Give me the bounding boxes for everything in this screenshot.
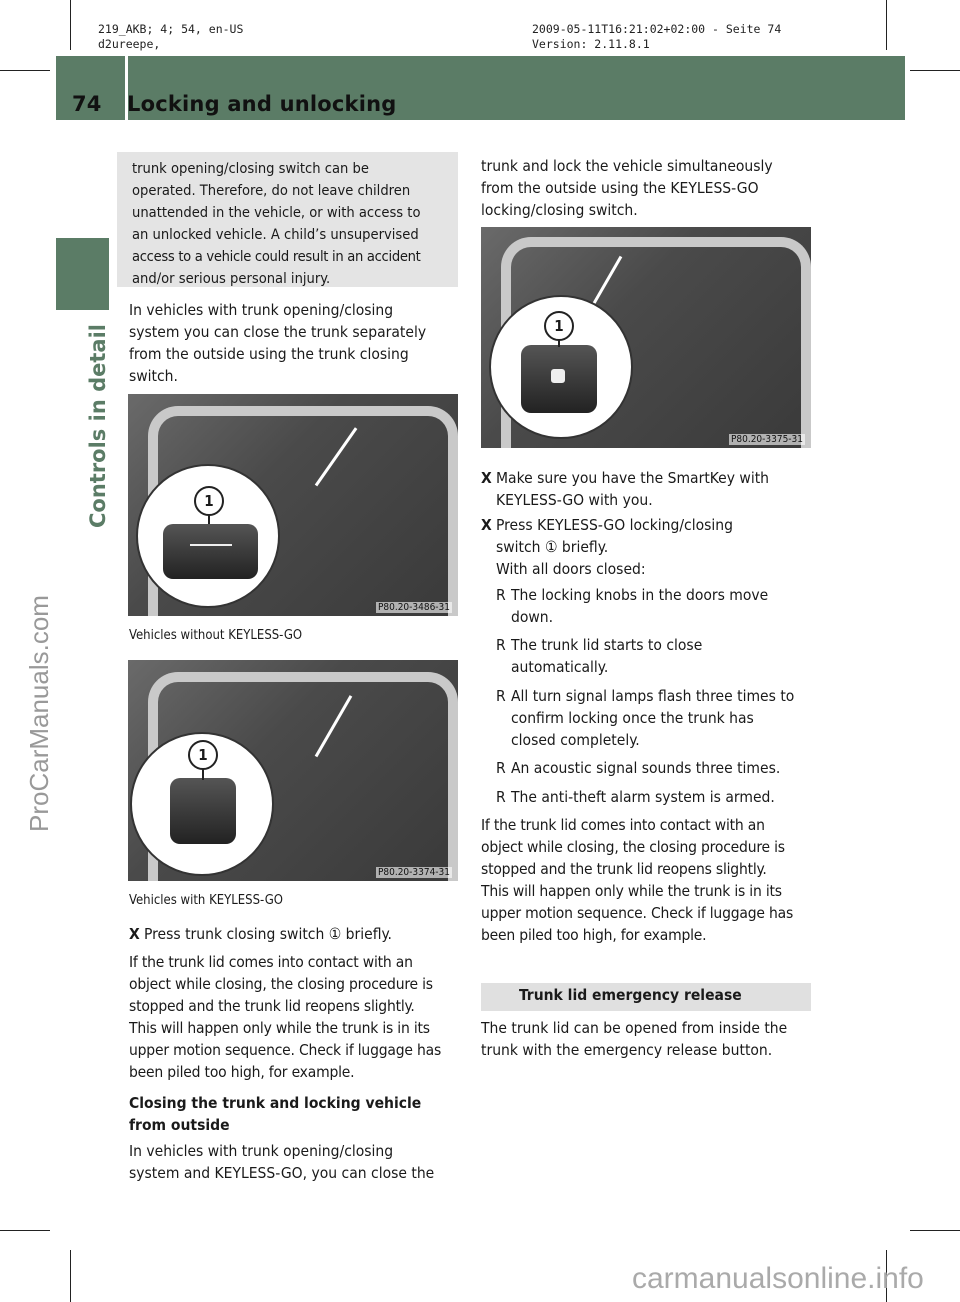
crop-mark [70, 0, 71, 50]
sidebar-section-label: Controls in detail [86, 324, 110, 528]
trunk-switch-photo [128, 394, 458, 616]
image-code: P80.20-3375-31 [730, 434, 803, 445]
page-number: 74 [72, 92, 102, 116]
step-arrow-icon: X [129, 925, 140, 943]
trunk-icon [190, 544, 232, 546]
warning-line: trunk opening/closing switch can be [132, 160, 369, 177]
image-code: P80.20-3486-31 [377, 602, 450, 613]
section-title: Trunk lid emergency release [519, 986, 742, 1004]
bullet-icon: R [496, 788, 506, 806]
watermark-vertical: ProCarManuals.com [24, 595, 54, 832]
paragraph: If the trunk lid comes into contact with an object while closing, the closing procedure is stopped and the trunk lid reopens slightly. This will happen only while the trunk is in its upper motion sequence. Check if luggage has been piled too high, for example. [481, 816, 794, 944]
bullet-icon: R [496, 759, 506, 777]
crop-mark [886, 0, 887, 50]
trunk-closing-switch [163, 524, 258, 579]
image-caption: Vehicles without KEYLESS-GO [129, 628, 303, 643]
paragraph: If the trunk lid comes into contact with an object while closing, the closing procedure is stopped and the trunk lid reopens slightly. This will happen only while the trunk is in its upper motion sequence. Check if luggage has been piled too high, for example. [129, 953, 442, 1081]
callout-number: 1 [194, 486, 224, 516]
instruction-step: X Press trunk closing switch ① briefly. [129, 925, 392, 943]
crop-mark [910, 70, 960, 71]
bullet-item: R An acoustic signal sounds three times. [496, 759, 781, 777]
bullet-icon: R [496, 687, 506, 705]
step-arrow-icon: X [481, 516, 492, 534]
paragraph: In vehicles with trunk opening/closing system you can close the trunk separately from the outside using the trunk closing switch. [129, 301, 427, 385]
keyless-go-lock-switch-photo [481, 227, 811, 448]
image-caption: Vehicles with KEYLESS-GO [129, 893, 283, 908]
subheading: Closing the trunk and locking vehicle from outside [129, 1094, 422, 1134]
warning-line: operated. Therefore, do not leave children [132, 182, 411, 199]
print-meta-line: 2009-05-11T16:21:02+02:00 - Seite 74 [532, 22, 782, 36]
bullet-icon: R [496, 586, 506, 604]
bullet-item: R The locking knobs in the doors move down. [496, 586, 769, 626]
page-title: Locking and unlocking [127, 92, 397, 116]
instruction-step: X Make sure you have the SmartKey with KEYLESS-GO with you. [481, 469, 770, 509]
bullet-item: R All turn signal lamps flash three times to confirm locking once the trunk has closed completely. [496, 687, 795, 749]
warning-box [117, 152, 458, 287]
crop-mark [910, 1230, 960, 1231]
paragraph: trunk and lock the vehicle simultaneously from the outside using the KEYLESS-GO locking/closing switch. [481, 157, 773, 219]
warning-line: unattended in the vehicle, or with access to [132, 204, 421, 221]
warning-line: and/or serious personal injury. [132, 270, 331, 287]
trunk-closing-switch [170, 778, 236, 844]
print-meta-right [532, 22, 781, 52]
paragraph: The trunk lid can be opened from inside the trunk with the emergency release button. [481, 1019, 788, 1059]
print-meta-line: d2ureepe, [98, 37, 161, 51]
page-header [72, 92, 397, 116]
callout-number: 1 [544, 311, 574, 341]
warning-line: an unlocked vehicle. A child’s unsupervised [132, 226, 419, 243]
step-arrow-icon: X [481, 469, 492, 487]
bullet-icon: R [496, 636, 506, 654]
bullet-item: R The anti-theft alarm system is armed. [496, 788, 775, 806]
print-meta-line: Version: 2.11.8.1 [532, 37, 650, 51]
lock-icon [551, 369, 565, 383]
bullet-item: R The trunk lid starts to close automatically. [496, 636, 703, 676]
print-meta-left [98, 22, 243, 52]
crop-mark [70, 1250, 71, 1302]
section-heading-bar [481, 983, 811, 1011]
image-code: P80.20-3374-31 [377, 867, 450, 878]
keyless-go-switch-photo [128, 660, 458, 881]
sidebar-tab [56, 238, 109, 310]
paragraph: In vehicles with trunk opening/closing system and KEYLESS-GO, you can close the [129, 1142, 435, 1182]
warning-line: access to a vehicle could result in an accident [132, 248, 421, 265]
footer-watermark: carmanualsonline.info [632, 1262, 924, 1295]
print-meta-line: 219_AKB; 4; 54, en-US [98, 22, 244, 36]
crop-mark [0, 1230, 50, 1231]
crop-mark [0, 70, 50, 71]
instruction-step: X Press KEYLESS-GO locking/closing switch ① briefly. With all doors closed: [481, 516, 733, 578]
callout-number: 1 [188, 740, 218, 770]
